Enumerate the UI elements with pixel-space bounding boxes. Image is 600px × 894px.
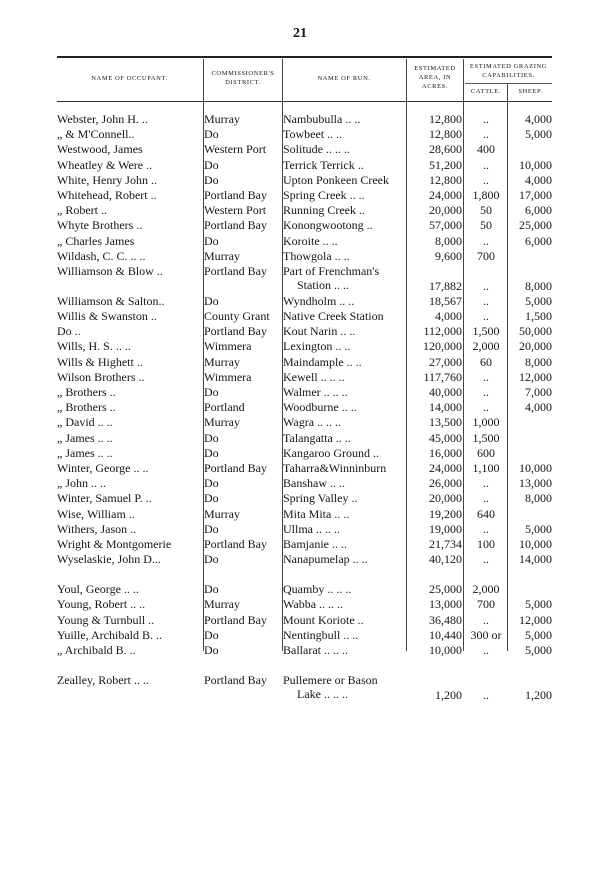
- table-row: [57, 249, 552, 264]
- sheep-capability: 12,000: [519, 612, 552, 627]
- occupant-name: Webster, John H. ..: [57, 112, 148, 126]
- grazing-divider: [465, 83, 552, 84]
- commissioner-district: Do: [204, 157, 219, 172]
- occupant-name: Zealley, Robert .. ..: [57, 673, 149, 688]
- cattle-capability: ..: [483, 112, 489, 126]
- commissioner-district: Portland Bay: [204, 218, 267, 233]
- area-acres: 16,000: [429, 445, 462, 460]
- table-row: [57, 112, 552, 127]
- sheep-capability: 5,000: [525, 597, 552, 612]
- run-name: Thowgola .. ..: [283, 248, 350, 263]
- table-row: [57, 218, 552, 233]
- run-name-line: Lake .. .. ..: [297, 687, 348, 702]
- run-name: Nanapumelap .. ..: [283, 552, 368, 567]
- commissioner-district: Do: [204, 172, 219, 187]
- cattle-capability: 400: [477, 142, 495, 157]
- occupant-name: Williamson & Blow ..: [57, 263, 163, 278]
- run-name: Spring Valley ..: [283, 491, 358, 506]
- run-name: Banshaw .. ..: [283, 476, 345, 491]
- header-grazing: ESTIMATED GRAZING CAPABILITIES.: [469, 63, 548, 79]
- occupant-name: Wheatley & Were ..: [57, 157, 153, 172]
- cattle-capability: 600: [477, 445, 495, 460]
- occupant-name: Withers, Jason ..: [57, 521, 137, 536]
- area-acres: 20,000: [429, 203, 462, 218]
- cattle-capability: ..: [483, 521, 489, 536]
- table-row: [57, 673, 552, 703]
- commissioner-district: Do: [204, 430, 219, 445]
- run-name: Konongwootong ..: [283, 218, 373, 233]
- table-row: [57, 324, 552, 339]
- table-row: [57, 552, 552, 567]
- occupant-name: „ Archibald B. ..: [57, 643, 136, 657]
- table-row: [57, 188, 552, 203]
- area-acres: 40,000: [429, 385, 462, 399]
- occupant-name: „ David .. ..: [57, 415, 113, 430]
- run-name: Wabba .. .. ..: [283, 597, 344, 612]
- cattle-capability: ..: [483, 127, 489, 142]
- table-row: [57, 597, 552, 612]
- area-acres: 14,000: [429, 400, 462, 415]
- cattle-capability: ..: [483, 172, 489, 187]
- occupant-name: Whyte Brothers ..: [57, 218, 143, 233]
- occupant-name: Willis & Swanston ..: [57, 309, 157, 324]
- commissioner-district: Do: [204, 127, 219, 142]
- occupant-name: Whitehead, Robert ..: [57, 187, 157, 202]
- occupant-name: Yuille, Archibald B. ..: [57, 627, 162, 642]
- cattle-capability: 60: [480, 354, 492, 369]
- commissioner-district: Wimmera: [204, 339, 252, 354]
- commissioner-district: Do: [204, 552, 219, 567]
- area-acres: 117,760: [423, 369, 462, 384]
- table-row: [57, 613, 552, 628]
- occupant-name: „ John .. ..: [57, 476, 106, 491]
- sheep-capability: 4,000: [525, 112, 552, 126]
- commissioner-district: Do: [204, 445, 219, 460]
- sheep-capability: 8,000: [525, 354, 552, 369]
- commissioner-district: Murray: [204, 415, 240, 430]
- area-acres: 40,120: [429, 552, 462, 567]
- run-name: Lexington .. ..: [283, 339, 351, 354]
- sheep-capability: 4,000: [525, 172, 552, 187]
- table-row: [57, 339, 552, 354]
- run-name: Nambubulla .. ..: [283, 112, 361, 126]
- table-row: [57, 537, 552, 552]
- table-row: [57, 507, 552, 522]
- sheep-capability: 5,000: [525, 521, 552, 536]
- cattle-capability: ..: [483, 688, 489, 703]
- sheep-capability: 5,000: [525, 643, 552, 657]
- occupant-name: Wilson Brothers ..: [57, 369, 145, 384]
- run-name: Solitude .. .. ..: [283, 142, 351, 157]
- sheep-capability: 8,000: [525, 278, 552, 293]
- sheep-capability: 7,000: [525, 385, 552, 399]
- cattle-capability: ..: [483, 293, 489, 308]
- occupant-name: Young, Robert .. ..: [57, 597, 146, 612]
- area-acres: 19,200: [429, 506, 462, 521]
- area-acres: 19,000: [429, 521, 462, 536]
- occupant-name: Wright & Montgomerie: [57, 536, 172, 551]
- cattle-capability: ..: [483, 400, 489, 415]
- table-row: [57, 234, 552, 249]
- header-district: COMMISSIONER'S DISTRICT.: [211, 70, 275, 86]
- sheep-capability: 50,000: [519, 324, 552, 339]
- cattle-capability: 1,500: [472, 430, 500, 445]
- sheep-capability: 13,000: [519, 476, 552, 491]
- run-name: Upton Ponkeen Creek: [283, 172, 389, 187]
- cattle-capability: 1,800: [472, 187, 500, 202]
- cattle-capability: ..: [483, 278, 489, 293]
- commissioner-district: Murray: [204, 597, 240, 612]
- commissioner-district: Do: [204, 385, 219, 399]
- run-name-line: Pullemere or Bason: [283, 673, 378, 688]
- area-acres: 36,480: [429, 612, 462, 627]
- occupant-name: White, Henry John ..: [57, 172, 157, 187]
- header-area: ESTIMATED AREA, IN ACRES.: [414, 65, 456, 90]
- run-name: Mount Koriote ..: [283, 612, 364, 627]
- occupant-name: „ Charles James: [57, 233, 135, 248]
- commissioner-district: Do: [204, 233, 219, 248]
- commissioner-district: Wimmera: [204, 369, 252, 384]
- occupant-name: Winter, Samuel P. ..: [57, 491, 152, 506]
- sheep-capability: 5,000: [525, 127, 552, 142]
- area-acres: 12,800: [429, 112, 462, 126]
- area-acres: 13,000: [429, 597, 462, 612]
- run-name: Ullma .. .. ..: [283, 521, 340, 536]
- table-row: [57, 431, 552, 446]
- run-name: Mita Mita .. ..: [283, 506, 350, 521]
- cattle-capability: 2,000: [472, 339, 500, 354]
- header-sheep: SHEEP.: [518, 88, 543, 95]
- run-name: Terrick Terrick ..: [283, 157, 364, 172]
- sheep-capability: 5,000: [525, 293, 552, 308]
- sheep-capability: 5,000: [525, 627, 552, 642]
- occupant-name: Youl, George .. ..: [57, 582, 139, 597]
- commissioner-district: Do: [204, 491, 219, 506]
- cattle-capability: 700: [477, 248, 495, 263]
- area-acres: 57,000: [429, 218, 462, 233]
- area-acres: 4,000: [435, 309, 462, 324]
- area-acres: 12,800: [429, 127, 462, 142]
- cattle-capability: 1,000: [472, 415, 500, 430]
- run-name: Spring Creek .. ..: [283, 187, 365, 202]
- sheep-capability: 4,000: [525, 400, 552, 415]
- sheep-capability: 8,000: [525, 491, 552, 506]
- occupant-name: Wills & Highett ..: [57, 354, 143, 369]
- commissioner-district: County Grant: [204, 309, 270, 324]
- table-row: [57, 309, 552, 324]
- top-rule: [57, 56, 552, 58]
- header-run: NAME OF RUN.: [317, 75, 371, 82]
- occupant-name: Wills, H. S. .. ..: [57, 339, 131, 354]
- occupant-name: Young & Turnbull ..: [57, 612, 155, 627]
- sheep-capability: 17,000: [519, 187, 552, 202]
- commissioner-district: Portland Bay: [204, 263, 267, 278]
- area-acres: 10,000: [429, 643, 462, 657]
- cattle-capability: ..: [483, 369, 489, 384]
- cattle-capability: 300 or: [470, 627, 502, 642]
- run-name: Koroite .. ..: [283, 233, 338, 248]
- sheep-capability: 10,000: [519, 157, 552, 172]
- commissioner-district: Portland Bay: [204, 460, 267, 475]
- run-name: Kewell .. .. ..: [283, 369, 345, 384]
- table-row: [57, 385, 552, 400]
- occupant-name: Wildash, C. C. .. ..: [57, 248, 146, 263]
- run-name: Wagra .. .. ..: [283, 415, 342, 430]
- area-acres: 10,440: [429, 627, 462, 642]
- area-acres: 26,000: [429, 476, 462, 491]
- run-name: Native Creek Station: [283, 309, 384, 324]
- table-row: [57, 294, 552, 309]
- commissioner-district: Do: [204, 476, 219, 491]
- occupant-name: Westwood, James: [57, 142, 143, 157]
- occupant-name: Do ..: [57, 324, 81, 339]
- run-name: Nentingbull .. ..: [283, 627, 359, 642]
- header-occupant: NAME OF OCCUPANT.: [91, 75, 168, 82]
- cattle-capability: 100: [477, 536, 495, 551]
- page-number: 21: [293, 26, 307, 41]
- area-acres: 112,000: [423, 324, 462, 339]
- sheep-capability: 10,000: [519, 460, 552, 475]
- area-acres: 24,000: [429, 460, 462, 475]
- commissioner-district: Murray: [204, 506, 240, 521]
- table-row: [57, 461, 552, 476]
- area-acres: 24,000: [429, 187, 462, 202]
- run-name: Maindample .. ..: [283, 354, 362, 369]
- run-name: Ballarat .. .. ..: [283, 643, 348, 657]
- cattle-capability: ..: [483, 157, 489, 172]
- cattle-capability: 640: [477, 506, 495, 521]
- occupant-name: Wise, William ..: [57, 506, 135, 521]
- table-row: [57, 142, 552, 157]
- table-row: [57, 400, 552, 415]
- table-row: [57, 643, 552, 658]
- run-name: Walmer .. .. ..: [283, 385, 348, 399]
- cattle-capability: 1,100: [472, 460, 500, 475]
- occupant-name: „ & M'Connell..: [57, 127, 135, 142]
- table-row: [57, 264, 552, 294]
- area-acres: 45,000: [429, 430, 462, 445]
- sheep-capability: 1,500: [525, 309, 552, 324]
- commissioner-district: Western Port: [204, 203, 267, 218]
- area-acres: 27,000: [429, 354, 462, 369]
- run-name: Quamby .. .. ..: [283, 582, 352, 597]
- commissioner-district: Portland: [204, 400, 245, 415]
- commissioner-district: Portland Bay: [204, 612, 267, 627]
- commissioner-district: Portland Bay: [204, 324, 267, 339]
- table-row: [57, 446, 552, 461]
- group-spacer: [57, 658, 552, 673]
- area-acres: 13,500: [429, 415, 462, 430]
- cattle-capability: 50: [480, 203, 492, 218]
- occupant-name: „ James .. ..: [57, 445, 113, 460]
- sheep-capability: 25,000: [519, 218, 552, 233]
- table-row: [57, 370, 552, 385]
- run-name: [283, 673, 405, 701]
- sheep-capability: 20,000: [519, 339, 552, 354]
- commissioner-district: Do: [204, 643, 219, 657]
- run-name: Kangaroo Ground ..: [283, 445, 379, 460]
- cattle-capability: 700: [477, 597, 495, 612]
- sheep-capability: 12,000: [519, 369, 552, 384]
- area-acres: 51,200: [429, 157, 462, 172]
- run-name: Towbeet .. ..: [283, 127, 343, 142]
- area-acres: 8,000: [435, 233, 462, 248]
- area-acres: 12,800: [429, 172, 462, 187]
- sheep-capability: 1,200: [525, 688, 552, 703]
- header-cattle: CATTLE.: [470, 88, 502, 95]
- commissioner-district: Portland Bay: [204, 536, 267, 551]
- table-row: [57, 203, 552, 218]
- commissioner-district: Portland Bay: [204, 187, 267, 202]
- area-acres: 9,600: [435, 248, 462, 263]
- occupant-name: „ Brothers ..: [57, 385, 116, 399]
- table-row: [57, 628, 552, 643]
- area-acres: 120,000: [423, 339, 462, 354]
- cattle-capability: ..: [483, 491, 489, 506]
- run-name: Wyndholm .. ..: [283, 293, 355, 308]
- area-acres: 25,000: [429, 582, 462, 597]
- commissioner-district: Murray: [204, 112, 240, 126]
- run-name: Woodburne .. ..: [283, 400, 357, 415]
- table-row: [57, 127, 552, 142]
- commissioner-district: Murray: [204, 354, 240, 369]
- commissioner-district: Portland Bay: [204, 673, 267, 688]
- run-name: Running Creek ..: [283, 203, 365, 218]
- table-row: [57, 158, 552, 173]
- ledger-rows: [57, 112, 552, 703]
- cattle-capability: ..: [483, 643, 489, 657]
- run-name: Bamjanie .. ..: [283, 536, 347, 551]
- group-spacer: [57, 567, 552, 582]
- cattle-capability: ..: [483, 552, 489, 567]
- cattle-capability: ..: [483, 309, 489, 324]
- sheep-capability: 14,000: [519, 552, 552, 567]
- sheep-capability: 6,000: [525, 233, 552, 248]
- table-row: [57, 355, 552, 370]
- table-row: [57, 476, 552, 491]
- area-acres: 17,882: [429, 278, 462, 293]
- sheep-capability: 6,000: [525, 203, 552, 218]
- occupant-name: „ James .. ..: [57, 430, 113, 445]
- occupant-name: „ Brothers ..: [57, 400, 116, 415]
- commissioner-district: Do: [204, 582, 219, 597]
- run-name-line: Station .. ..: [297, 277, 350, 292]
- cattle-capability: 1,500: [472, 324, 500, 339]
- area-acres: 18,567: [429, 293, 462, 308]
- table-row: [57, 582, 552, 597]
- occupant-name: Williamson & Salton..: [57, 293, 165, 308]
- cattle-capability: ..: [483, 476, 489, 491]
- occupant-name: Winter, George .. ..: [57, 460, 149, 475]
- area-acres: 1,200: [435, 688, 462, 703]
- run-name: [283, 264, 405, 292]
- cattle-capability: 50: [480, 218, 492, 233]
- run-name-line: Part of Frenchman's: [283, 263, 380, 278]
- run-name: Talangatta .. ..: [283, 430, 351, 445]
- run-name: Kout Narin .. ..: [283, 324, 356, 339]
- table-row: [57, 491, 552, 506]
- header-rule: [57, 101, 552, 102]
- area-acres: 28,600: [429, 142, 462, 157]
- run-name: Taharra&Winninburn: [283, 460, 387, 475]
- occupant-name: Wyselaskie, John D...: [57, 552, 161, 567]
- table-row: [57, 173, 552, 188]
- occupant-name: „ Robert ..: [57, 203, 107, 218]
- sheep-capability: 10,000: [519, 536, 552, 551]
- cattle-capability: ..: [483, 612, 489, 627]
- commissioner-district: Do: [204, 521, 219, 536]
- area-acres: 21,734: [429, 536, 462, 551]
- cattle-capability: 2,000: [472, 582, 500, 597]
- commissioner-district: Do: [204, 293, 219, 308]
- commissioner-district: Western Port: [204, 142, 267, 157]
- commissioner-district: Murray: [204, 248, 240, 263]
- cattle-capability: ..: [483, 233, 489, 248]
- area-acres: 20,000: [429, 491, 462, 506]
- table-row: [57, 522, 552, 537]
- table-row: [57, 415, 552, 430]
- commissioner-district: Do: [204, 627, 219, 642]
- cattle-capability: ..: [483, 385, 489, 399]
